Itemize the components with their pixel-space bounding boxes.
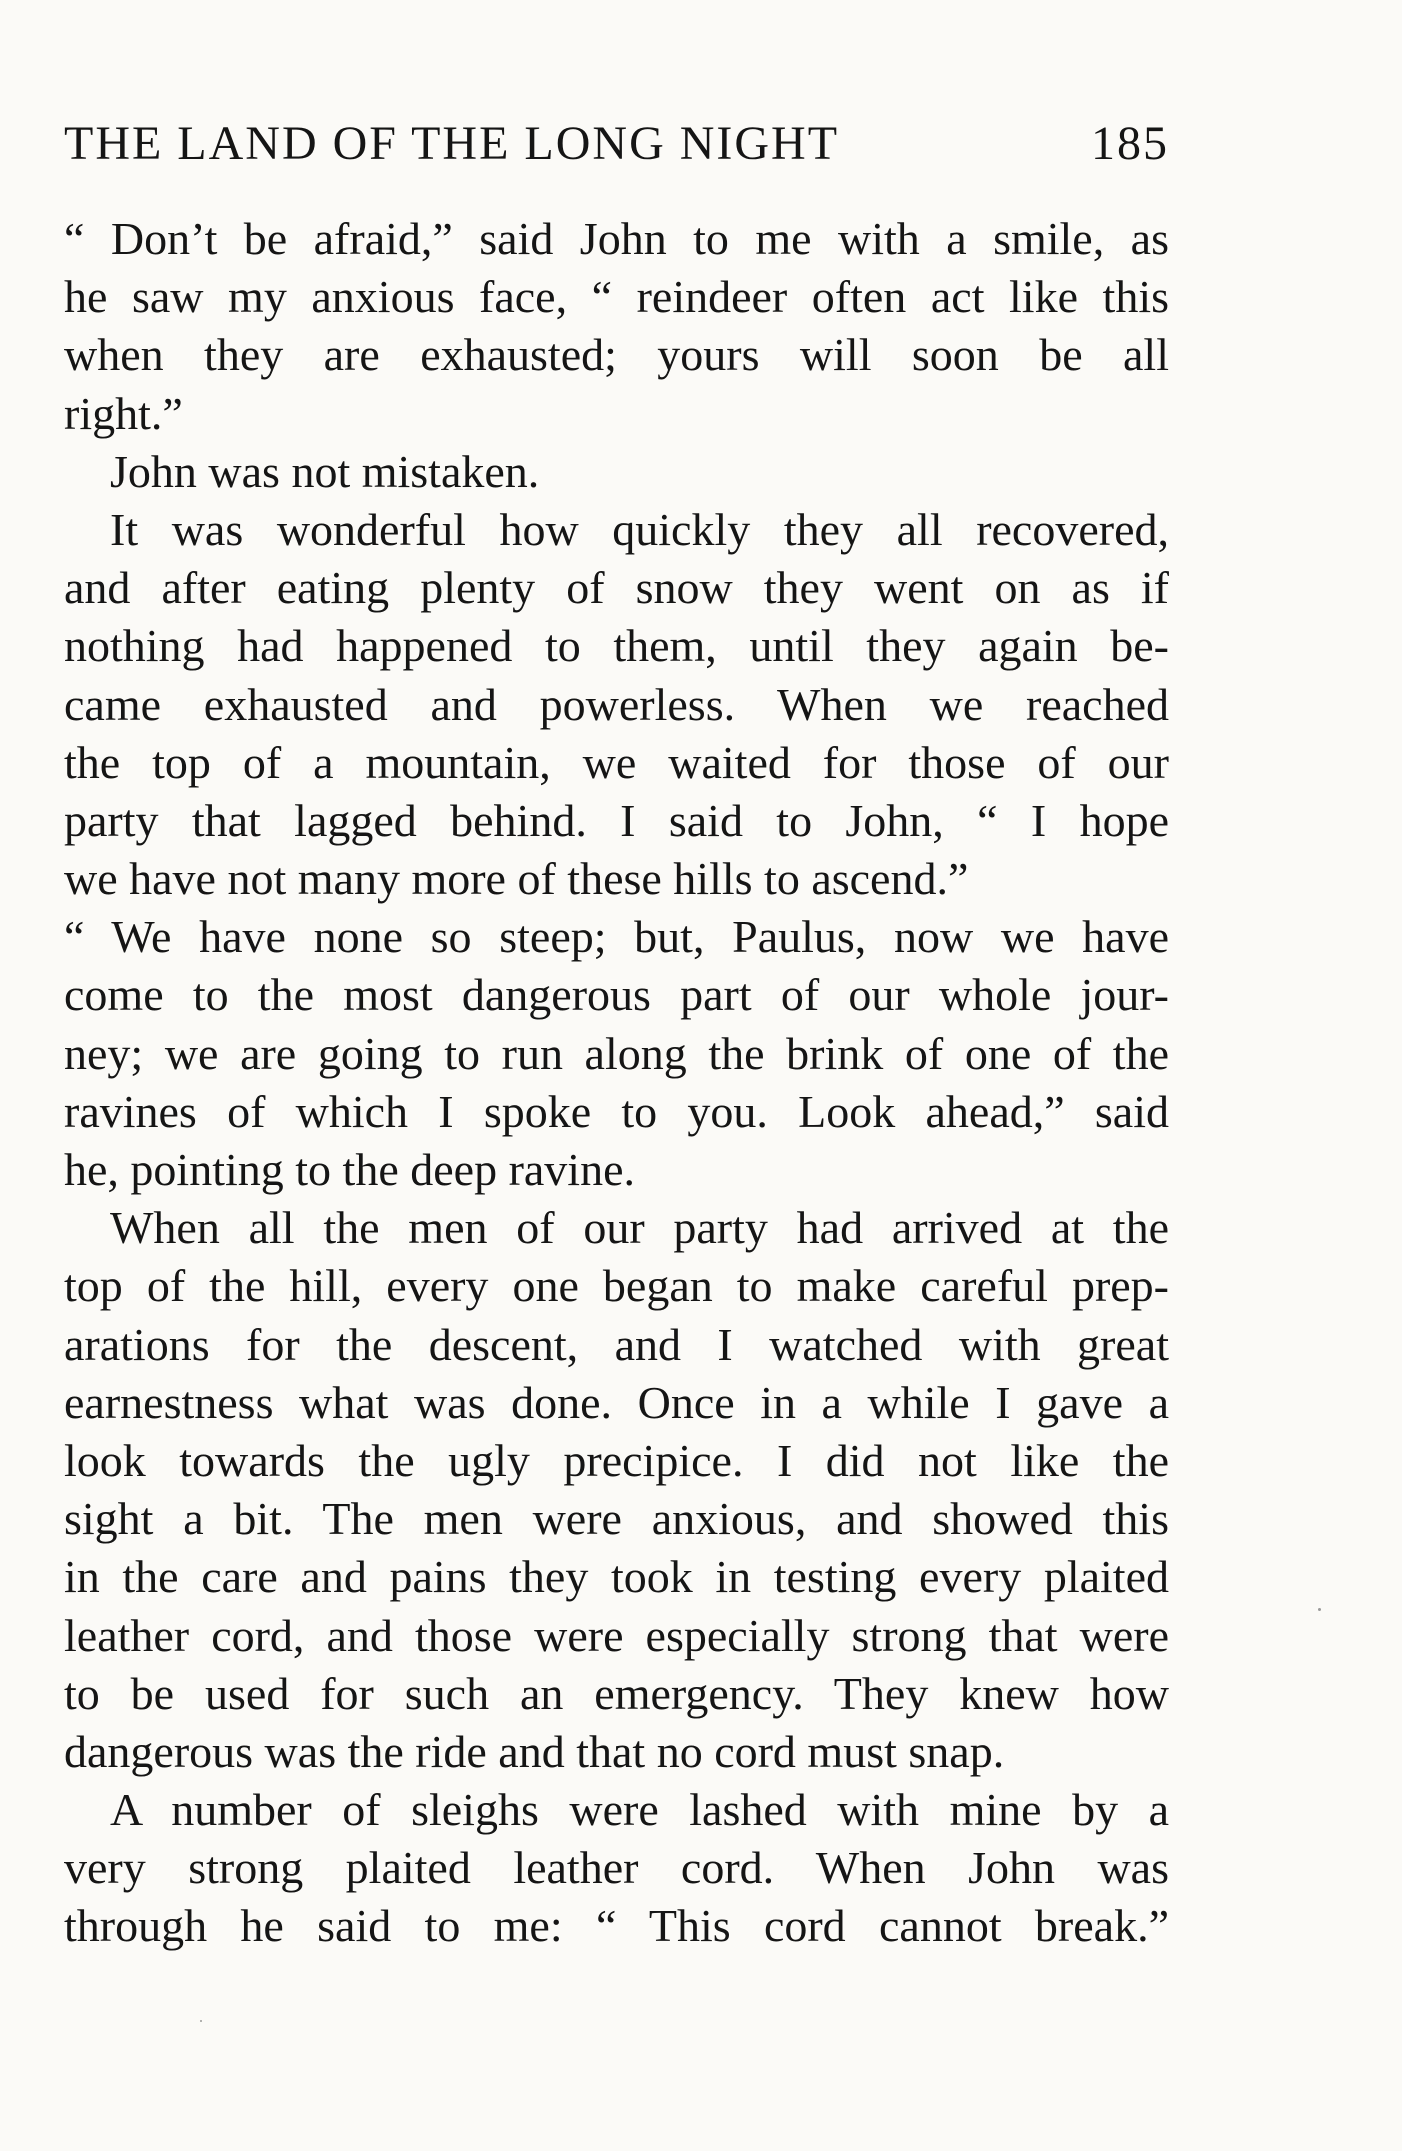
- text-line: When all the men of our party had arrived at the: [110, 1202, 1169, 1254]
- running-title: THE LAND OF THE LONG NIGHT: [64, 117, 840, 170]
- text-line: right.”: [64, 387, 183, 439]
- text-line: he saw my anxious face, “ reindeer often act like this: [64, 271, 1169, 323]
- text-line: to be used for such an emergency. They knew how: [64, 1667, 1169, 1719]
- text-line: look towards the ugly precipice. I did not like the: [64, 1434, 1169, 1486]
- text-line: he, pointing to the deep ravine.: [64, 1144, 636, 1195]
- text-line: when they are exhausted; yours will soon be all: [64, 329, 1169, 381]
- text-line: come to the most dangerous part of our whole jour-: [64, 969, 1169, 1021]
- text-line: party that lagged behind. I said to John, “ I hope: [64, 794, 1169, 846]
- text-line: It was wonderful how quickly they all recovered,: [110, 503, 1169, 555]
- text-line: ravines of which I spoke to you. Look ahead,” said: [64, 1085, 1169, 1137]
- text-line: John was not mistaken.: [110, 445, 540, 497]
- text-line: the top of a mountain, we waited for those of our: [64, 736, 1169, 788]
- paper-speck: [1318, 1608, 1321, 1611]
- text-line: very strong plaited leather cord. When John was: [64, 1842, 1169, 1894]
- text-line: in the care and pains they took in testing every plaited: [64, 1551, 1169, 1603]
- text-line: through he said to me: “ This cord cannot break.”: [64, 1900, 1169, 1952]
- running-head: [64, 116, 1169, 176]
- body-text: [64, 210, 1169, 1956]
- paper-speck: [200, 2020, 202, 2022]
- text-line: A number of sleighs were lashed with mine by a: [110, 1784, 1169, 1836]
- text-line: sight a bit. The men were anxious, and showed this: [64, 1493, 1169, 1545]
- page-number: 185: [1091, 117, 1169, 170]
- text-line: nothing had happened to them, until they again be-: [64, 620, 1169, 672]
- text-line: ney; we are going to run along the brink of one of the: [64, 1027, 1169, 1079]
- text-line: earnestness what was done. Once in a while I gave a: [64, 1376, 1169, 1428]
- text-line: top of the hill, every one began to make careful prep-: [64, 1260, 1169, 1312]
- text-line: “ Don’t be afraid,” said John to me with a smile, as: [64, 213, 1169, 264]
- text-line: dangerous was the ride and that no cord must snap.: [64, 1725, 1005, 1777]
- text-line: we have not many more of these hills to ascend.”: [64, 853, 969, 905]
- text-line: “ We have none so steep; but, Paulus, now we have: [64, 911, 1169, 963]
- text-line: leather cord, and those were especially strong that were: [64, 1609, 1169, 1661]
- text-line: arations for the descent, and I watched with great: [64, 1318, 1169, 1370]
- text-line: came exhausted and powerless. When we reached: [64, 678, 1169, 730]
- text-line: and after eating plenty of snow they went on as if: [64, 562, 1169, 614]
